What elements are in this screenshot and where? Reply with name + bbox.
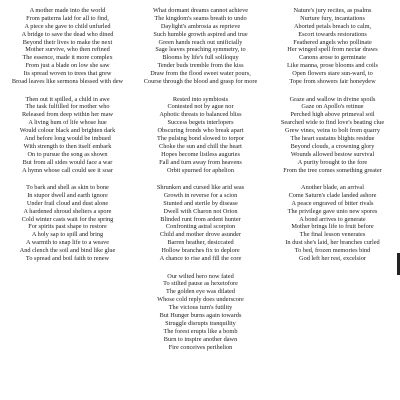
poem-line: Tope from showers fair honeydew [289,78,376,86]
poem-line: The essence, made it more complex [22,54,113,62]
poem-line: A peace engraved of bitter rivals [291,199,374,207]
poem-line: Canons arose to germinate [299,54,366,62]
poem-line: Obscuring fronds who break apart [157,127,244,135]
poem-line: But from all sides would face a war [22,158,113,166]
poem-line: Daylight's ambrosia as reprieve [160,22,241,30]
poem-line: Escort towards restorations [298,30,367,38]
poem-line: A bond arrives to generate [299,215,366,223]
poem-line: The final lesson venerates [299,231,366,239]
poem-column-1 [5,7,130,273]
poem-line: Mother brings life to fruit before [291,223,374,231]
poem-line: Shrunken and cursed like arid seas [156,184,245,191]
poem-line: Course through the blood and grasp for more [143,78,258,86]
poem-line: Tender buds tremble from the kiss [157,62,244,70]
poem-line: To bed, frozen memories bind [294,247,371,255]
poem-line: With strength to then itself embark [23,142,112,150]
poem-line: A bridge to save the dead who dined [21,30,114,38]
poem-line: The privilege gave unto new spores [287,207,378,215]
poem-line: A hymn whose call could see it soar [22,166,113,174]
poem-line: On to pursue the song as shown [27,150,108,158]
poem-line: Aborted petals breach to calm, [293,22,372,30]
poem-line: Mother survive, who then refined [25,46,110,54]
poem-line: The vicious turn's futility [168,304,233,312]
poem-line: Nature's jury recites, as psalms [293,7,372,14]
poem-line: Burn to inspire another dawn [163,335,238,343]
poem-line: Draw from the flood sweet water pours, [150,70,251,78]
poem-line: Wounds allowed bestow survival [290,150,375,158]
stanza [5,7,130,86]
poem-line: A living hum of life whose hue [28,119,107,127]
poem-line: From patterns laid for all to find, [26,14,109,22]
poem-line: Such humble growth aspired and true [153,30,248,38]
poem-line: Released from deep within her maw [21,111,114,119]
stanza [138,184,263,263]
poem-line: God left her rest, excelsior [299,255,366,263]
poem-line: Would colour black and brighten dark [19,127,116,135]
poem-line: The golden eye was dilated [166,288,235,296]
stanza [5,184,130,263]
poem-line: The task fulfilled for mother who [25,103,110,111]
poem-line: Stunted and sterile by disease [163,199,238,207]
poem-line: To stilted pause as hexetofore [163,280,238,288]
poem-line: Under frail cloud and dust alone [26,199,109,207]
poem-line: The pulsing bond slowed to torpor [157,134,244,142]
stanza [138,273,263,352]
poem-line: Green hands reach out unificially [158,38,243,46]
poem-line: What dormant dreams cannot achieve [152,7,249,14]
poem-line: Hopes become listless auguries [161,150,240,158]
poem-line: Beyond their lives to make the next [22,38,113,46]
poem-column-3 [270,7,395,273]
poem-line: From the tree comes something greater [283,166,382,174]
poem-line: The forest erupts like a bomb [163,327,238,335]
poem-line: A holy sap to spill and bring [31,231,104,239]
stanza [270,184,395,263]
stanza [5,96,130,175]
poem-line: Dwell with Charon not Orion [163,207,238,215]
poem-line: Gaze on Apollo's retinue [301,103,364,111]
poem-line: Nurture fury, incantations [300,14,365,22]
poem-line: A piece she gave to child unfurled [24,22,111,30]
poem-line: From just a blade on low she saw [25,62,110,70]
poem-line: To spread and boil faith to renew [25,255,110,263]
poem-line: A purity brought to the fore [297,158,368,166]
stanza [138,7,263,86]
poem-line: Graze and wallow in divine spoils [289,95,376,103]
poem-line: Grew vines, veins to bolt from quarry [285,127,380,135]
poem-line: To bark and shell as skin to bone [26,184,109,191]
poem-line: The heart sustains blights residue [290,134,375,142]
poem-line: Cold winter casts wait for the spring [21,215,114,223]
poem-line: Confronting astral scorpion [165,223,236,231]
poem-line: Like manna, prose blooms and coils [287,62,378,70]
poem-line: A chance to rise and fill the core [159,255,242,263]
poem-line: Choke the sun and chill the heart [159,142,242,150]
poem-line: A hardened shroud shelters a spore [23,207,112,215]
poem-line: Her winged spell from nectar draws [287,46,378,54]
poem-line: Blooms by life's full soliloquy [162,54,239,62]
poem-line: But Hunger burns again towards [159,311,242,319]
poem-line: Orbit spurned for aphelion [167,166,234,174]
poem-line: Aphotic threats to balanced bliss [159,111,242,119]
poem-line: Child and mother drove asunder [159,231,242,239]
poem-line: Fall and turn away from heavens [159,158,242,166]
poem-line: Perched high above primeval soil [290,111,375,119]
poem-line: Our wilted hero now fated [167,272,234,280]
poem-line: A mother made into the world [29,7,106,14]
poem-line: A warmth to snap life to a weave [25,239,110,247]
poem-line: Contested not by ague nor [167,103,234,111]
stanza [138,96,263,175]
poem-line: Hollow branches fix to deplore [161,247,240,255]
poem-line: Barren heather, desiccated [167,239,234,247]
poem-line: Whose cold reply does underscore [157,296,244,304]
poem-line: Rested into symbiosis [172,95,229,103]
poem-line: Blinded runt from ardent hunter [160,215,241,223]
stanza [270,96,395,175]
poem-line: In dust she's laid, her branches curled [285,239,380,247]
poem-line: Then out it spilled, a child in awe [25,95,110,103]
stanza [270,7,395,86]
poem-line: Broad leaves like sermons blessed with dew [11,78,124,86]
poem-line: Feathered angels who pollinate [293,38,372,46]
poem-line: And clench the soil and bind like glue [19,247,116,255]
poem-line: For spirits past shape to restore [28,223,107,231]
poem-line: Searched wide to find love's beating clue [280,119,385,127]
poem-line: Beyond clouds, a crowning glory [290,142,375,150]
poem-line: Struggle disrupts tranquility [165,319,236,327]
poem-line: Another blade, an arrival [301,184,364,191]
poem-line: Come Saturn's clade landed ashore [288,191,377,199]
poem-column-2 [138,7,263,361]
poem-line: Growth in reverse for a scion [163,191,238,199]
poem-line: The kingdom's seams breath to undo [154,14,247,22]
poem-line: Open flowers stare sun-ward, to [292,70,373,78]
poem-line: Success begets interlopers [167,119,234,127]
poem-line: Sage leaves preaching symmetry, to [155,46,246,54]
poem-line: In stupor dwell and earth ignore [27,191,108,199]
poem-line: Its spread woven to trees that grew [23,70,112,78]
poem-line: Fire conceives perihelion [168,343,233,351]
poem-line: And before long would be imbued [24,134,111,142]
